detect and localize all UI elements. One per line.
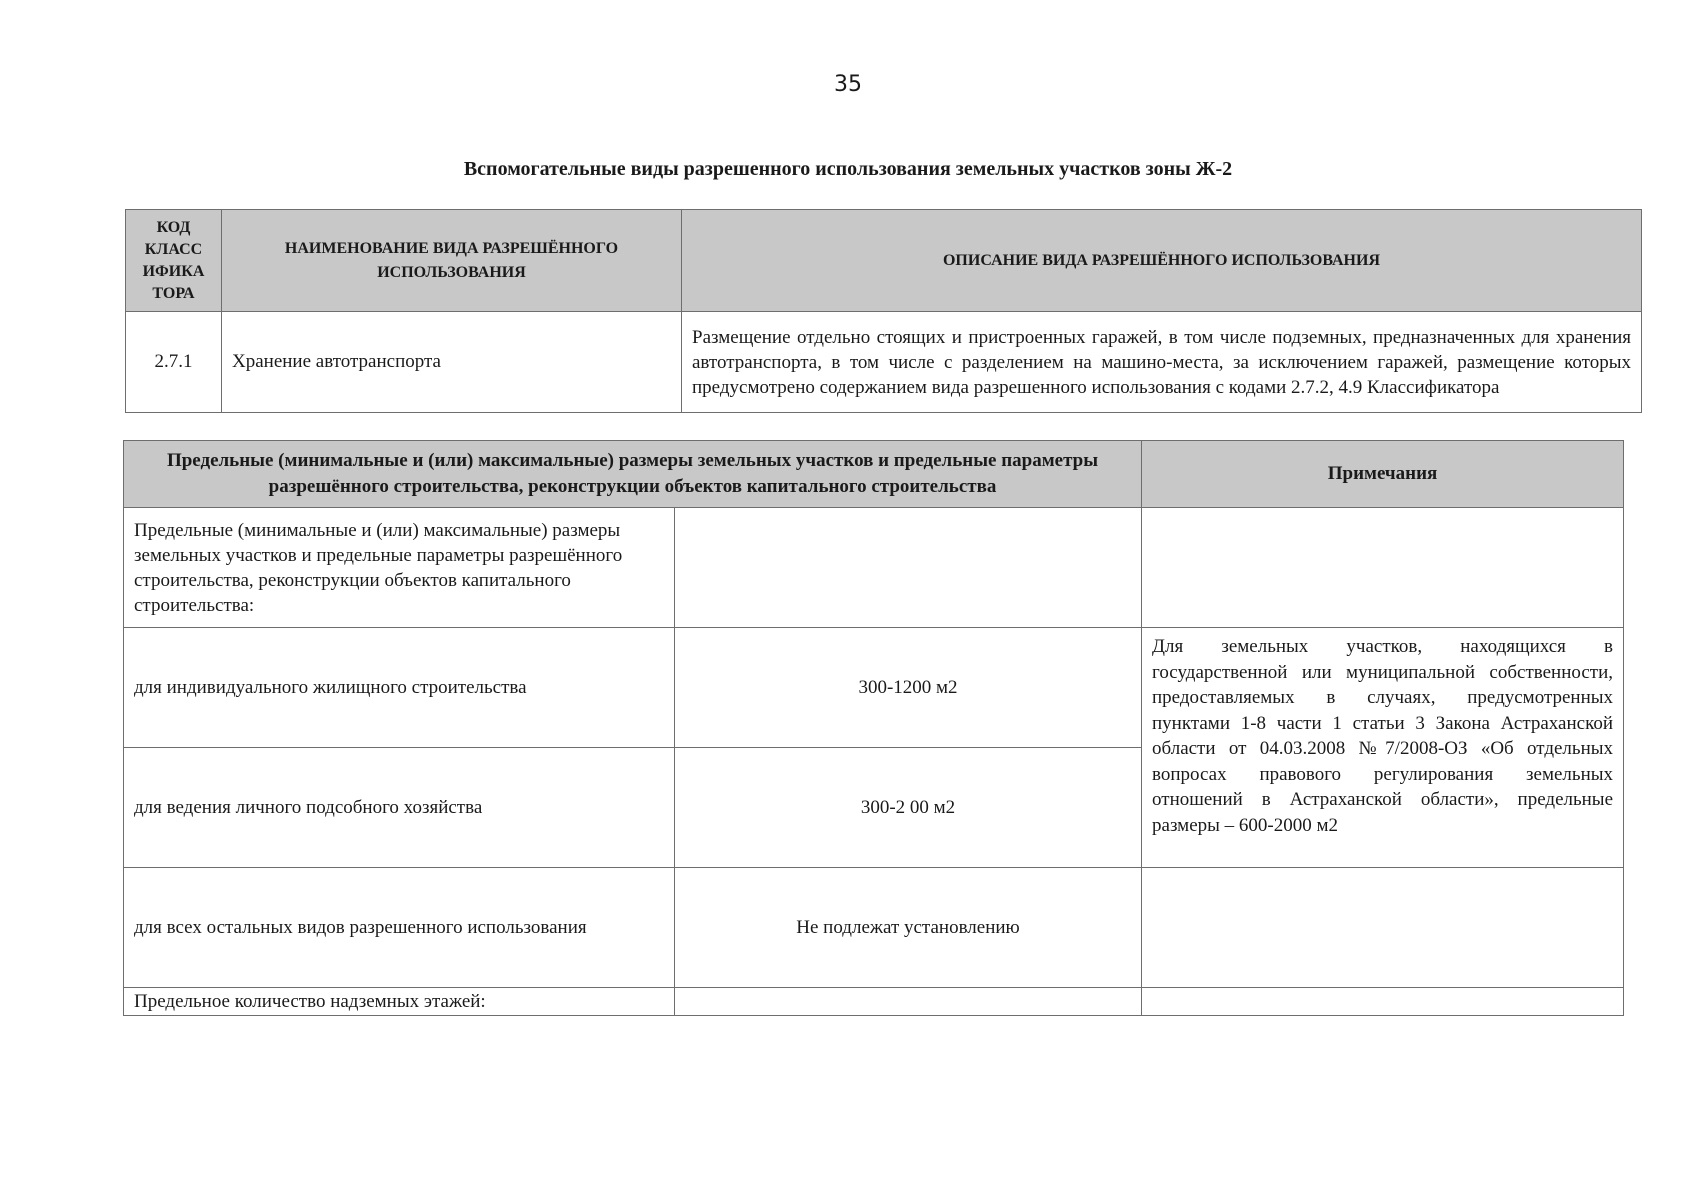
cell-name: Хранение автотранспорта: [222, 312, 682, 413]
cell-label: для индивидуального жилищного строительства: [124, 628, 675, 748]
cell-value: [675, 508, 1142, 628]
cell-note: [1142, 988, 1624, 1016]
table-header-row: [126, 210, 1642, 312]
cell-value: 300-1200 м2: [675, 628, 1142, 748]
table-row: [124, 628, 1624, 748]
cell-value: Не подлежат установлению: [675, 868, 1142, 988]
cell-label: для ведения личного подсобного хозяйства: [124, 748, 675, 868]
cell-value: 300-2 00 м2: [675, 748, 1142, 868]
page-number: 35: [834, 72, 862, 97]
column-header-code: КОД КЛАСС ИФИКА ТОРА: [126, 210, 222, 312]
table-header-row: [124, 441, 1624, 508]
cell-description: Размещение отдельно стоящих и пристроенных гаражей, в том числе подземных, предназначенных для хранения автотранспорта, в том числе с разделением на машино-места, за исключением гаражей, размещение которых предусмотрено содержанием вида разрешенного использования с кодами 2.7.2, 4.9 Классификатора: [682, 312, 1642, 413]
parameters-table: [123, 440, 1624, 1016]
cell-value: [675, 988, 1142, 1016]
cell-note: [1142, 508, 1624, 628]
cell-note: [1142, 868, 1624, 988]
permitted-use-table: [125, 209, 1642, 413]
table-row: [126, 312, 1642, 413]
section-title: Вспомогательные виды разрешенного использования земельных участков зоны Ж-2: [463, 158, 1233, 180]
table-row: [124, 508, 1624, 628]
cell-label: Предельное количество надземных этажей:: [124, 988, 675, 1016]
column-header-name: НАИМЕНОВАНИЕ ВИДА РАЗРЕШЁННОГО ИСПОЛЬЗОВАНИЯ: [222, 210, 682, 312]
cell-label: Предельные (минимальные и (или) максимальные) размеры земельных участков и предельные параметры разрешённого строительства, реконструкции объектов капитального строительства:: [124, 508, 675, 628]
column-header-description: ОПИСАНИЕ ВИДА РАЗРЕШЁННОГО ИСПОЛЬЗОВАНИЯ: [682, 210, 1642, 312]
cell-note-merged: Для земельных участков, находящихся в государственной или муниципальной собственности, предоставляемых в случаях, предусмотренных пунктами 1-8 части 1 статьи 3 Закона Астраханской области от 04.03.2008 №7/2008-ОЗ «Об отдельных вопросах правового регулирования земельных отношений в Астраханской области», предельные размеры – 600-2000 м2: [1142, 628, 1624, 868]
cell-code: 2.7.1: [126, 312, 222, 413]
cell-label: для всех остальных видов разрешенного использования: [124, 868, 675, 988]
table-row: [124, 868, 1624, 988]
table-row: [124, 988, 1624, 1016]
column-header-params: Предельные (минимальные и (или) максимальные) размеры земельных участков и предельные параметры разрешённого строительства, реконструкции объектов капитального строительства: [124, 441, 1142, 508]
column-header-notes: Примечания: [1142, 441, 1624, 508]
